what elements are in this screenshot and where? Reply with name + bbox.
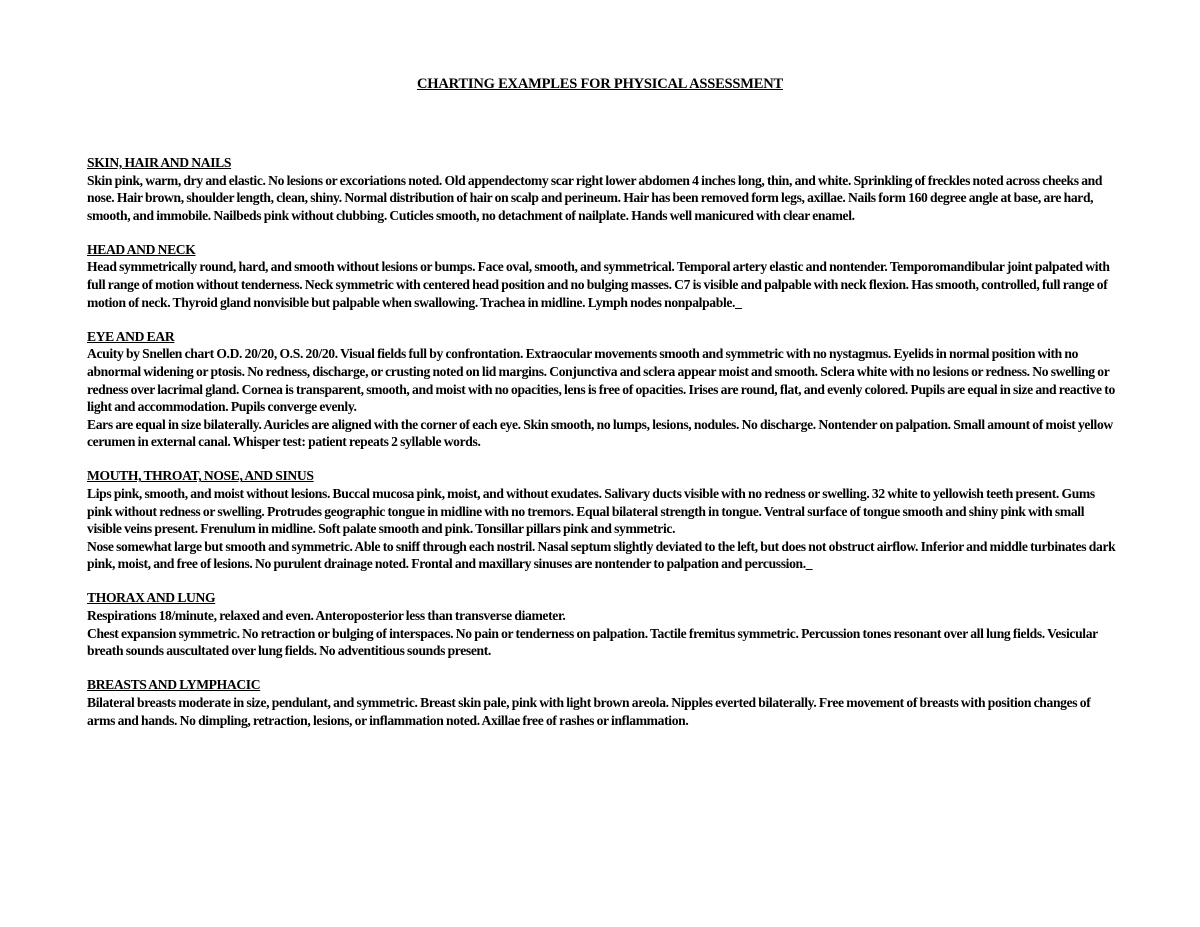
- section-paragraph: Nose somewhat large but smooth and symmetric. Able to sniff through each nostril. Nasal septum slightly deviated to the left, but does not obstruct airflow. Inferior and middle turbinates dark pink, moist, and free of lesions. No purulent drainage noted. Frontal and maxillary sinuses are nontender to palpation and percussion._: [87, 538, 1116, 572]
- section-paragraph: Respirations 18/minute, relaxed and even. Anteroposterior less than transverse diameter.: [87, 608, 566, 624]
- section-paragraph: Lips pink, smooth, and moist without lesions. Buccal mucosa pink, moist, and without exudates. Salivary ducts visible with no redness or swelling. 32 white to yellowish teeth present. Gums pink without redness or swelling. Protrudes geographic tongue in midline with no tremors. Equal bilateral strength in tongue. Ventral surface of tongue smooth and shiny pink with small visible veins present. Frenulum in midline. Soft palate smooth and pink. Tonsillar pillars pink and symmetric.: [87, 486, 1095, 537]
- section-eye-and-ear: [87, 328, 1117, 451]
- section-thorax-and-lung: [87, 589, 1117, 659]
- section-heading: THORAX AND LUNG: [87, 590, 216, 606]
- section-paragraph: Bilateral breasts moderate in size, pendulant, and symmetric. Breast skin pale, pink with light brown areola. Nipples everted bilaterally. Free movement of breasts with position changes of arms and hands. No dimpling, retraction, lesions, or inflammation noted. Axillae free of rashes or inflammation.: [87, 694, 1091, 728]
- section-paragraph: Ears are equal in size bilaterally. Auricles are aligned with the corner of each eye. Skin smooth, no lumps, lesions, nodules. No discharge. Nontender on palpation. Small amount of moist yellow cerumen in external canal. Whisper test: patient repeats 2 syllable words.: [87, 416, 1113, 450]
- section-heading: EYE AND EAR: [87, 328, 175, 344]
- section-paragraph: Skin pink, warm, dry and elastic. No lesions or excoriations noted. Old appendectomy scar right lower abdomen 4 inches long, thin, and white. Sprinkling of freckles noted across cheeks and nose. Hair brown, shoulder length, clean, shiny. Normal distribution of hair on scalp and perineum. Hair has been removed form legs, axillae. Nails form 160 degree angle at base, are hard, smooth, and immobile. Nailbeds pink without clubbing. Cuticles smooth, no detachment of nailplate. Hands well manicured with clear enamel.: [87, 172, 1103, 223]
- section-mouth-throat-nose-sinus: [87, 467, 1117, 573]
- document-body: [87, 154, 1117, 746]
- section-heading: SKIN, HAIR AND NAILS: [87, 155, 232, 170]
- section-skin-hair-nails: [87, 154, 1117, 224]
- section-heading: BREASTS AND LYMPHACIC: [87, 677, 261, 693]
- section-head-and-neck: [87, 241, 1117, 311]
- section-heading: MOUTH, THROAT, NOSE, AND SINUS: [87, 468, 314, 484]
- section-heading: HEAD AND NECK: [87, 241, 196, 257]
- section-paragraph: Acuity by Snellen chart O.D. 20/20, O.S. 20/20. Visual fields full by confrontation. Extraocular movements smooth and symmetric with no nystagmus. Eyelids in normal position with no abnormal widening or ptosis. No redness, discharge, or crusting noted on lid margins. Conjunctiva and sclera appear moist and smooth. Sclera white with no lesions or redness. No swelling or redness over lacrimal gland. Cornea is transparent, smooth, and moist with no opacities, lens is free of opacities. Irises are round, flat, and evenly colored. Pupils are equal in size and reactive to light and accommodation. Pupils converge evenly.: [87, 346, 1115, 415]
- document-title: CHARTING EXAMPLES FOR PHYSICAL ASSESSMENT: [417, 76, 783, 92]
- section-paragraph: Chest expansion symmetric. No retraction or bulging of interspaces. No pain or tenderness on palpation. Tactile fremitus symmetric. Percussion tones resonant over all lung fields. Vesicular breath sounds auscultated over lung fields. No adventitious sounds present.: [87, 625, 1098, 659]
- section-paragraph: Head symmetrically round, hard, and smooth without lesions or bumps. Face oval, smooth, and symmetrical. Temporal artery elastic and nontender. Temporomandibular joint palpated with full range of motion without tenderness. Neck symmetric with centered head position and no bulging masses. C7 is visible and palpable with neck flexion. Has smooth, controlled, full range of motion of neck. Thyroid gland nonvisible but palpable when swallowing. Trachea in midline. Lymph nodes nonpalpable._: [87, 259, 1110, 310]
- section-breasts-and-lymphatic: [87, 676, 1117, 729]
